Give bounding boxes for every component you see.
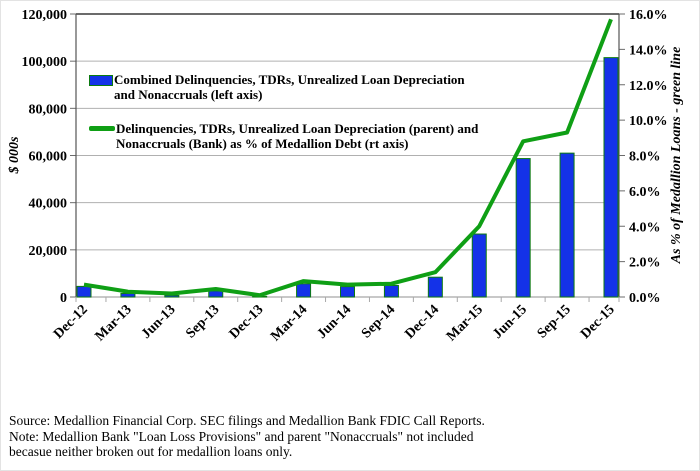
bar (472, 234, 486, 297)
right-axis-title: As % of Medallion Loans - green line (669, 46, 684, 264)
bar (560, 153, 574, 297)
right-axis-tick-label: 0.0% (629, 291, 661, 306)
left-axis-title: $ 000s (7, 136, 22, 174)
bar (384, 285, 398, 297)
legend-text-line: Combined Delinquencies, TDRs, Unrealized Loan Depreciation (114, 72, 465, 87)
left-axis-tick-label: 20,000 (28, 243, 67, 259)
bar (121, 293, 135, 297)
bar (341, 287, 355, 297)
x-axis-category-label: Dec-13 (226, 302, 267, 342)
source-note (9, 413, 485, 460)
left-axis-tick-label: 100,000 (21, 55, 67, 71)
x-axis-category-label: Jun-14 (314, 302, 355, 342)
left-axis-tick-label: 0 (60, 291, 67, 306)
right-axis-tick-label: 4.0% (629, 220, 661, 236)
right-axis-tick-label: 12.0% (629, 78, 668, 94)
source-note-line: Note: Medallion Bank "Loan Loss Provisions" and parent "Nonaccruals" not included (9, 428, 474, 444)
x-axis-category-label: Dec-12 (51, 302, 91, 342)
bar (604, 58, 618, 297)
legend-entry-bars-label (114, 72, 465, 102)
bar (209, 291, 223, 297)
right-axis-tick-label: 10.0% (629, 114, 668, 130)
right-axis-tick-label: 8.0% (629, 149, 661, 165)
x-axis-category-label: Mar-13 (92, 302, 135, 345)
bar (165, 295, 179, 297)
x-axis-category-label: Mar-15 (443, 302, 487, 345)
source-note-line: becasue neither broken out for medallion loans only. (9, 444, 293, 459)
bar (428, 277, 442, 297)
legend-entry-line (89, 121, 529, 151)
x-axis-category-label: Sep-14 (359, 302, 399, 342)
left-axis-tick-label: 60,000 (28, 149, 67, 165)
x-axis-category-label: Sep-13 (183, 302, 223, 342)
bar (297, 284, 311, 297)
x-axis-category-label: Mar-14 (268, 302, 311, 345)
right-axis-tick-label: 14.0% (629, 43, 668, 59)
left-axis-tick-label: 120,000 (21, 8, 67, 23)
legend-entry-bars (89, 72, 529, 102)
bar-series-swatch-icon (89, 75, 113, 86)
legend-text-line: and Nonaccruals (left axis) (114, 87, 263, 102)
source-note-line: Source: Medallion Financial Corp. SEC filings and Medallion Bank FDIC Call Reports. (9, 413, 485, 428)
right-axis-tick-label: 2.0% (629, 255, 661, 271)
x-axis-category-label: Jun-15 (490, 302, 530, 342)
left-axis-tick-label: 40,000 (28, 196, 67, 212)
legend-entry-line-label (116, 121, 478, 151)
line-series-swatch-icon (89, 126, 115, 131)
x-axis-category-label: Dec-14 (402, 302, 443, 342)
x-axis-category-label: Jun-13 (138, 302, 179, 342)
bar (516, 159, 530, 297)
right-axis-tick-label: 16.0% (629, 8, 668, 23)
x-axis-category-label: Dec-15 (578, 302, 618, 342)
right-axis-tick-label: 6.0% (629, 184, 661, 200)
legend-text-line: Delinquencies, TDRs, Unrealized Loan Depreciation (parent) and (116, 121, 479, 136)
x-axis-category-label: Sep-15 (534, 302, 574, 342)
left-axis-tick-label: 80,000 (28, 102, 67, 118)
bar (77, 286, 91, 297)
legend-text-line: Nonaccruals (Bank) as % of Medallion Debt (rt axis) (116, 136, 409, 151)
combo-chart (1, 1, 700, 391)
